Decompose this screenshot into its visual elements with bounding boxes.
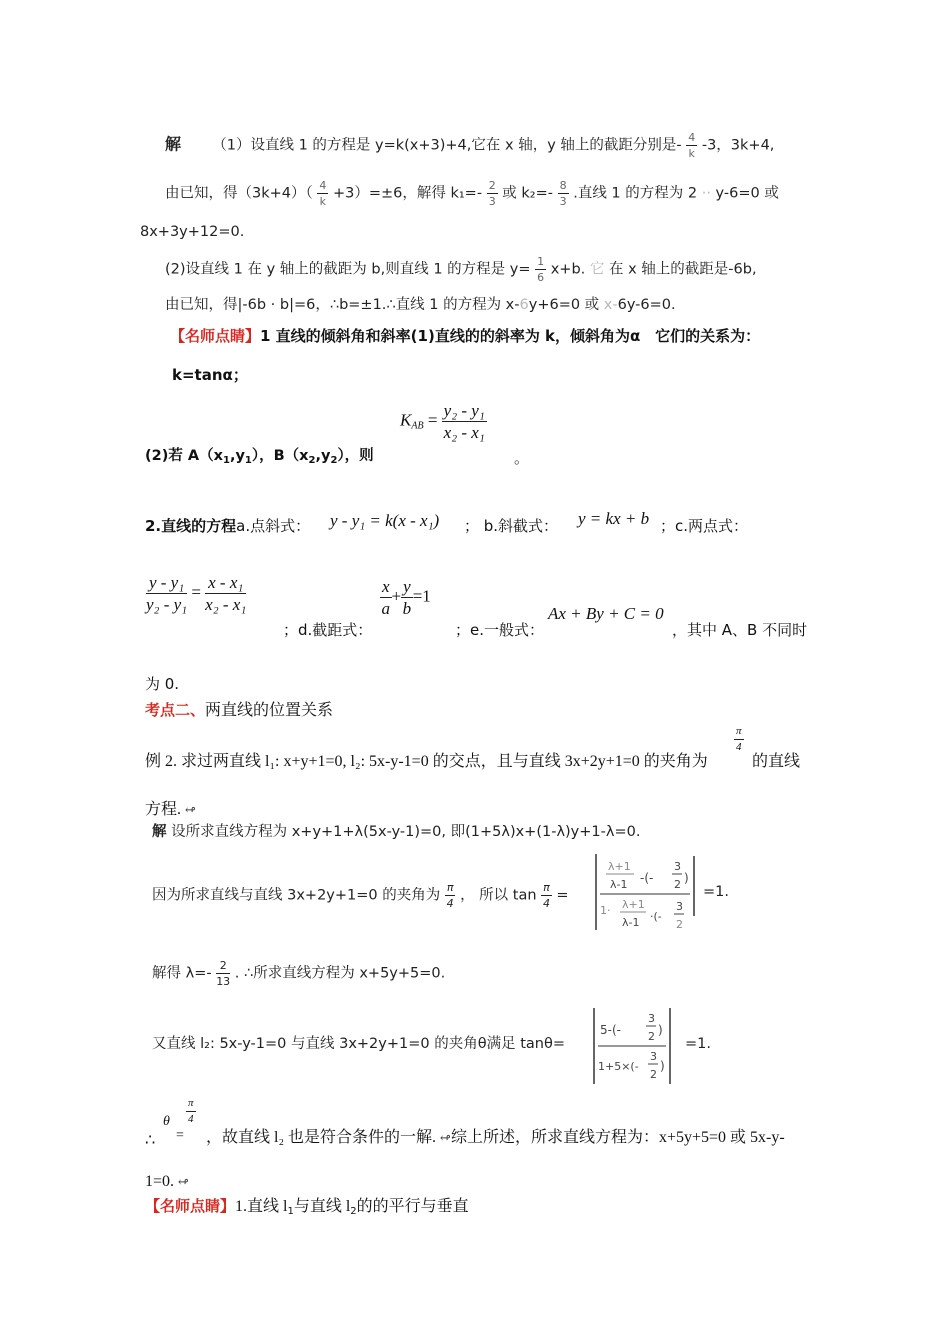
- pi-over-4: $\frac{\pi}{4}$: [188, 1097, 194, 1125]
- fraction: $\frac{2}{3}$: [488, 179, 496, 208]
- tip-label: 【名师点睛】: [145, 1197, 236, 1215]
- text: 设所求直线方程为 x+y+1+λ(5x-y-1)=0, 即(1+5λ)x+(1-λ)y+1-λ=0.: [171, 824, 641, 840]
- therefore-symbol: ∴: [145, 1130, 156, 1149]
- solution-2-line-3: 解得 λ=- $\frac{2}{13}$ . ∴所求直线方程为 x+5y+5=0.: [152, 959, 446, 988]
- section-heading: [145, 700, 333, 721]
- section-label: 考点二、: [145, 701, 206, 719]
- solution-2-line-2: 因为所求直线与直线 3x+2y+1=0 的夹角为 $\frac{\pi}{4}$ ， 所以 tan $\frac{\pi}{4}$ =: [152, 881, 569, 910]
- text: .直线 1 的方程为 2: [573, 185, 698, 202]
- solution-line-1: [165, 132, 774, 159]
- tip-label: 【名师点睛】: [170, 327, 261, 345]
- text: +3）=±6，解得 k₁=-: [332, 185, 483, 202]
- text: -3，3k+4,: [701, 137, 775, 154]
- svg-text:2: 2: [650, 1068, 657, 1081]
- tan-theta-graphic: [592, 1006, 682, 1086]
- text: =1.: [685, 1036, 711, 1052]
- svg-text:3: 3: [648, 1012, 655, 1025]
- text: 它们的关系为：: [655, 327, 761, 345]
- solve-label: 解: [165, 134, 182, 154]
- text: (2)设直线 1 在 y 轴上的截距为 b,则直线 1 的方程是 y=: [165, 261, 531, 278]
- return-arrow-icon: ↫: [178, 1174, 189, 1189]
- svg-text:-(-: -(-: [640, 871, 654, 885]
- equations-line: [145, 516, 310, 536]
- text: 6y-6=0.: [617, 297, 676, 313]
- point-slope-formula: y - y₁ = k(x - x₁): [330, 511, 440, 530]
- return-arrow-icon: ↫: [185, 802, 196, 817]
- svg-text:): ): [684, 871, 689, 885]
- tan-formula-graphic: [594, 852, 700, 932]
- svg-text:5-(-: 5-(-: [600, 1023, 621, 1037]
- text: 1 直线的倾斜角和斜率(1)直线的的斜率为 k，倾斜角为α: [260, 327, 641, 345]
- svg-text:2: 2: [674, 878, 681, 891]
- slope-intercept-formula: y = kx + b: [578, 509, 650, 528]
- text: ；c.两点式：: [660, 517, 749, 535]
- text: 由已知，得|-6b · b|=6，∴b=±1.∴直线 1 的方程为 x-: [165, 297, 520, 313]
- points-line: (2)若 $A(x_1,y_1)$，$B(x_2,y_2)$，则: [145, 448, 374, 466]
- svg-text:): ): [658, 1023, 663, 1037]
- tip-line-1: [170, 326, 760, 346]
- text: ；e.一般式：: [455, 621, 544, 639]
- formula-subscript: AB: [411, 420, 424, 432]
- fraction: $\frac{4}{k}$: [319, 179, 327, 208]
- text: =1.: [703, 884, 729, 900]
- svg-text:λ+1: λ+1: [608, 860, 631, 873]
- solution-line-5: 由已知，得|-6b · b|=6，∴b=±1.∴直线 1 的方程为 x-6y+6=0 或 x-6y-6=0.: [165, 297, 676, 313]
- svg-text:3: 3: [650, 1050, 657, 1063]
- svg-text:2: 2: [648, 1030, 655, 1043]
- svg-text:λ+1: λ+1: [622, 898, 645, 911]
- section-title: 两直线的位置关系: [205, 702, 334, 719]
- text: 或 k₂=-: [502, 185, 553, 202]
- svg-text:3: 3: [676, 900, 683, 913]
- text: x+b.: [550, 261, 586, 278]
- svg-text:1+5×(-: 1+5×(-: [598, 1060, 639, 1073]
- tip-line-2: [172, 365, 248, 385]
- text: 的直线: [752, 753, 801, 770]
- two-point-formula: $\frac{\text{y - y₁}}{\text{y₂ - y₁}}$ = $\frac{\text{x - x₁}}{\text{x₂ - x₁}}$: [146, 573, 247, 614]
- solve-label: 解: [152, 824, 167, 840]
- solution-2-line-1: [152, 822, 640, 842]
- text: ，其中 A、B 不同时: [672, 621, 808, 639]
- text: （1）设直线 1 的方程是 y=k(x+3)+4,它在 x 轴，y 轴上的截距分别是-: [212, 137, 682, 154]
- equals: =: [176, 1128, 184, 1143]
- svg-text:3: 3: [674, 860, 681, 873]
- fraction: $\frac{\text{y₂ - y₁}}{\text{x₂ - x₁}}$: [443, 401, 485, 442]
- conclusion-line: ，故直线 l₂ 也是符合条件的一解. ↫综上所述，所求直线方程为：x+5y+5=0 或 5x-y-: [206, 1129, 785, 1146]
- fraction: $\frac{4}{k}$: [688, 131, 696, 160]
- solution-line-2: 由已知，得（3k+4）（ $\frac{4}{k}$ +3）=±6，解得 k₁=- $\frac{2}{3}$ 或 k₂=- $\frac{8}{3}$ .直线 1 的方程为 2 ·· y-6=0 或: [165, 179, 779, 208]
- text: ； b.斜截式：: [464, 517, 559, 535]
- theta: θ: [163, 1114, 170, 1129]
- period: 。: [514, 449, 530, 467]
- svg-text:λ-1: λ-1: [610, 878, 628, 891]
- intercept-formula: $\frac{x}{a}$ + $\frac{y}{b}$ =1: [381, 577, 431, 618]
- text: k=tanα；: [172, 366, 248, 384]
- slope-formula: $K_{AB}$ = $\frac{\text{y₂ - y₁}}{\text{x₂ - x₁}}$: [400, 401, 485, 442]
- section-lead: 2.直线的方程: [145, 517, 237, 535]
- general-formula: Ax + By + C = 0: [548, 604, 664, 623]
- solution-2-line-4: 又直线 l₂: 5x-y-1=0 与直线 3x+2y+1=0 的夹角θ满足 tanθ=: [152, 1036, 565, 1052]
- solution-line-4: (2)设直线 1 在 y 轴上的截距为 b,则直线 1 的方程是 y= $\frac{1}{6}$ x+b. 它 在 x 轴上的截距是-6b,: [165, 255, 757, 284]
- return-arrow-icon: ↫: [440, 1130, 451, 1145]
- abs-value-fraction: [594, 852, 700, 932]
- conclusion-line-2: 1=0. ↫: [145, 1173, 189, 1190]
- text: 在 x 轴上的截距是-6b,: [608, 261, 757, 278]
- svg-text:1·: 1·: [600, 904, 611, 917]
- svg-text:2: 2: [676, 918, 683, 931]
- text: ；d.截距式：: [283, 621, 373, 639]
- text: 为 0.: [145, 675, 180, 693]
- fraction: $\frac{8}{3}$: [559, 179, 567, 208]
- tip-line-3: 【名师点睛】1.直线 $l_1$与直线 $l_2$的的平行与垂直: [145, 1197, 469, 1217]
- text: y+6=0 或: [528, 297, 600, 313]
- example-2-line-2: 方程. ↫: [145, 801, 196, 818]
- text: 8x+3y+12=0.: [140, 224, 245, 240]
- abs-value-fraction: [592, 1006, 682, 1086]
- pi-over-4: $\frac{\pi}{4}$: [736, 725, 742, 753]
- svg-text:λ-1: λ-1: [622, 916, 640, 929]
- solution-line-3: [140, 222, 244, 242]
- text: y-6=0 或: [715, 185, 779, 202]
- text: a.点斜式：: [236, 517, 311, 535]
- text: 由已知，得（3k+4）（: [165, 185, 313, 202]
- fraction: $\frac{1}{6}$: [537, 255, 545, 284]
- formula-lhs: K: [400, 410, 412, 430]
- svg-text:·(-: ·(-: [650, 910, 662, 923]
- example-2-line-1: 例 2. 求过两直线 l₁: x+y+1=0, l₂: 5x-y-1=0 的交点，且与直线 3x+2y+1=0 的夹角为: [145, 753, 708, 770]
- svg-text:): ): [660, 1059, 665, 1073]
